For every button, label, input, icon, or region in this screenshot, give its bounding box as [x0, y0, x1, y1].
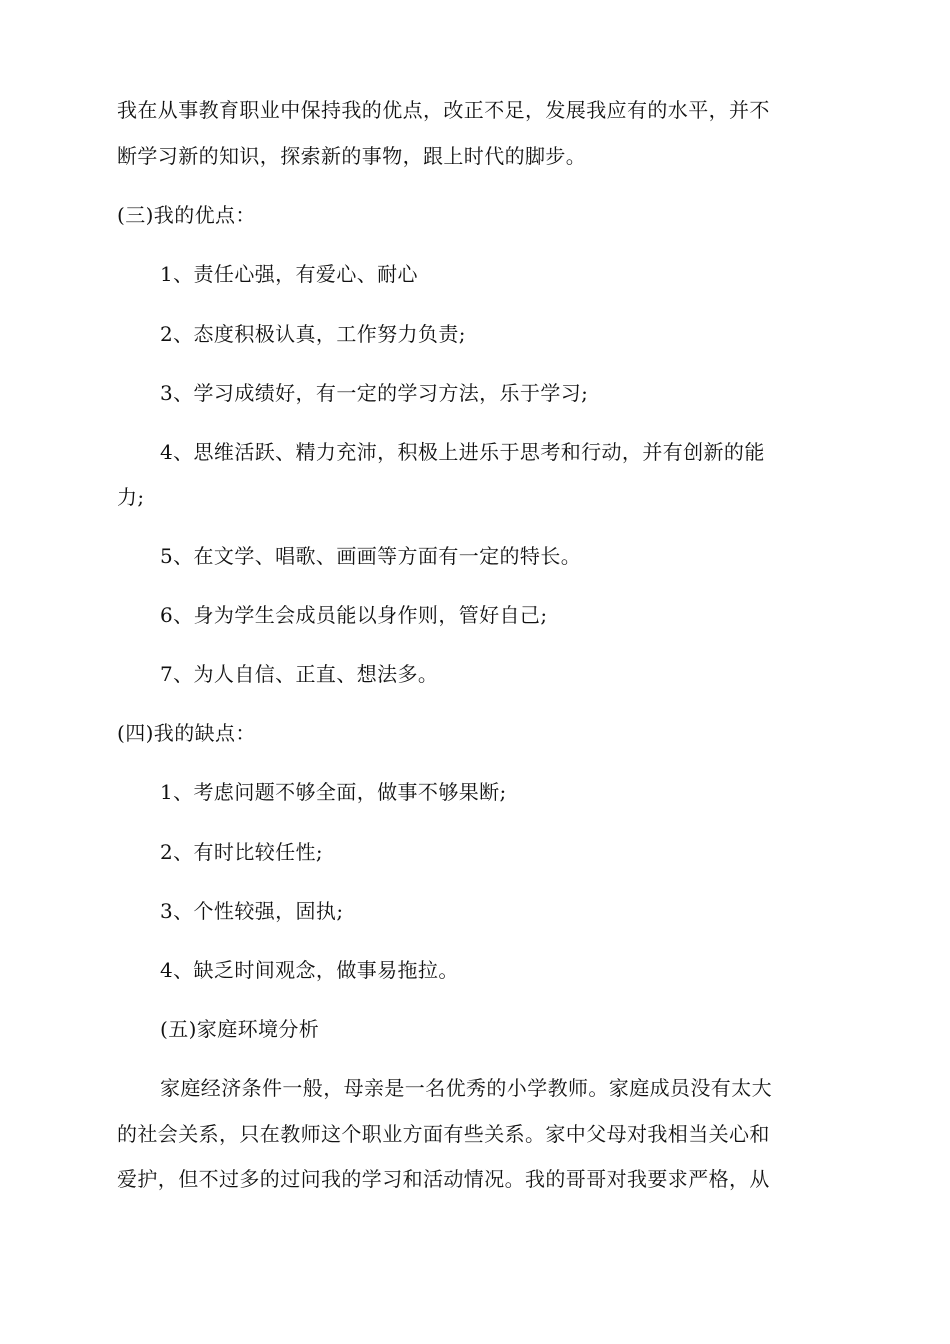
strength-item-1: 1、责任心强，有爱心、耐心 [160, 262, 418, 286]
strength-item-5: 5、在文学、唱歌、画画等方面有一定的特长。 [160, 544, 582, 568]
family-paragraph-line-3: 爱护，但不过多的过问我的学习和活动情况。我的哥哥对我要求严格，从 [117, 1167, 770, 1191]
strength-item-6: 6、身为学生会成员能以身作则，管好自己; [160, 603, 548, 627]
intro-line-1: 我在从事教育职业中保持我的优点，改正不足，发展我应有的水平，并不 [117, 98, 770, 122]
family-paragraph-line-1: 家庭经济条件一般，母亲是一名优秀的小学教师。家庭成员没有太大 [160, 1076, 772, 1100]
weakness-item-3: 3、个性较强，固执; [160, 899, 344, 923]
strengths-heading: (三)我的优点： [117, 203, 256, 227]
family-paragraph-line-2: 的社会关系，只在教师这个职业方面有些关系。家中父母对我相当关心和 [117, 1122, 770, 1146]
weakness-item-2: 2、有时比较任性; [160, 840, 324, 864]
weaknesses-heading: (四)我的缺点： [117, 721, 256, 745]
strength-item-3: 3、学习成绩好，有一定的学习方法，乐于学习; [160, 381, 589, 405]
strength-item-4-continuation: 力; [117, 485, 145, 509]
intro-line-2: 断学习新的知识，探索新的事物，跟上时代的脚步。 [117, 144, 587, 168]
family-heading: (五)家庭环境分析 [160, 1017, 320, 1041]
strength-item-2: 2、态度积极认真，工作努力负责; [160, 322, 466, 346]
weakness-item-1: 1、考虑问题不够全面，做事不够果断; [160, 780, 507, 804]
strength-item-7: 7、为人自信、正直、想法多。 [160, 662, 439, 686]
strength-item-4: 4、思维活跃、精力充沛，积极上进乐于思考和行动，并有创新的能 [160, 440, 765, 464]
weakness-item-4: 4、缺乏时间观念，做事易拖拉。 [160, 958, 459, 982]
